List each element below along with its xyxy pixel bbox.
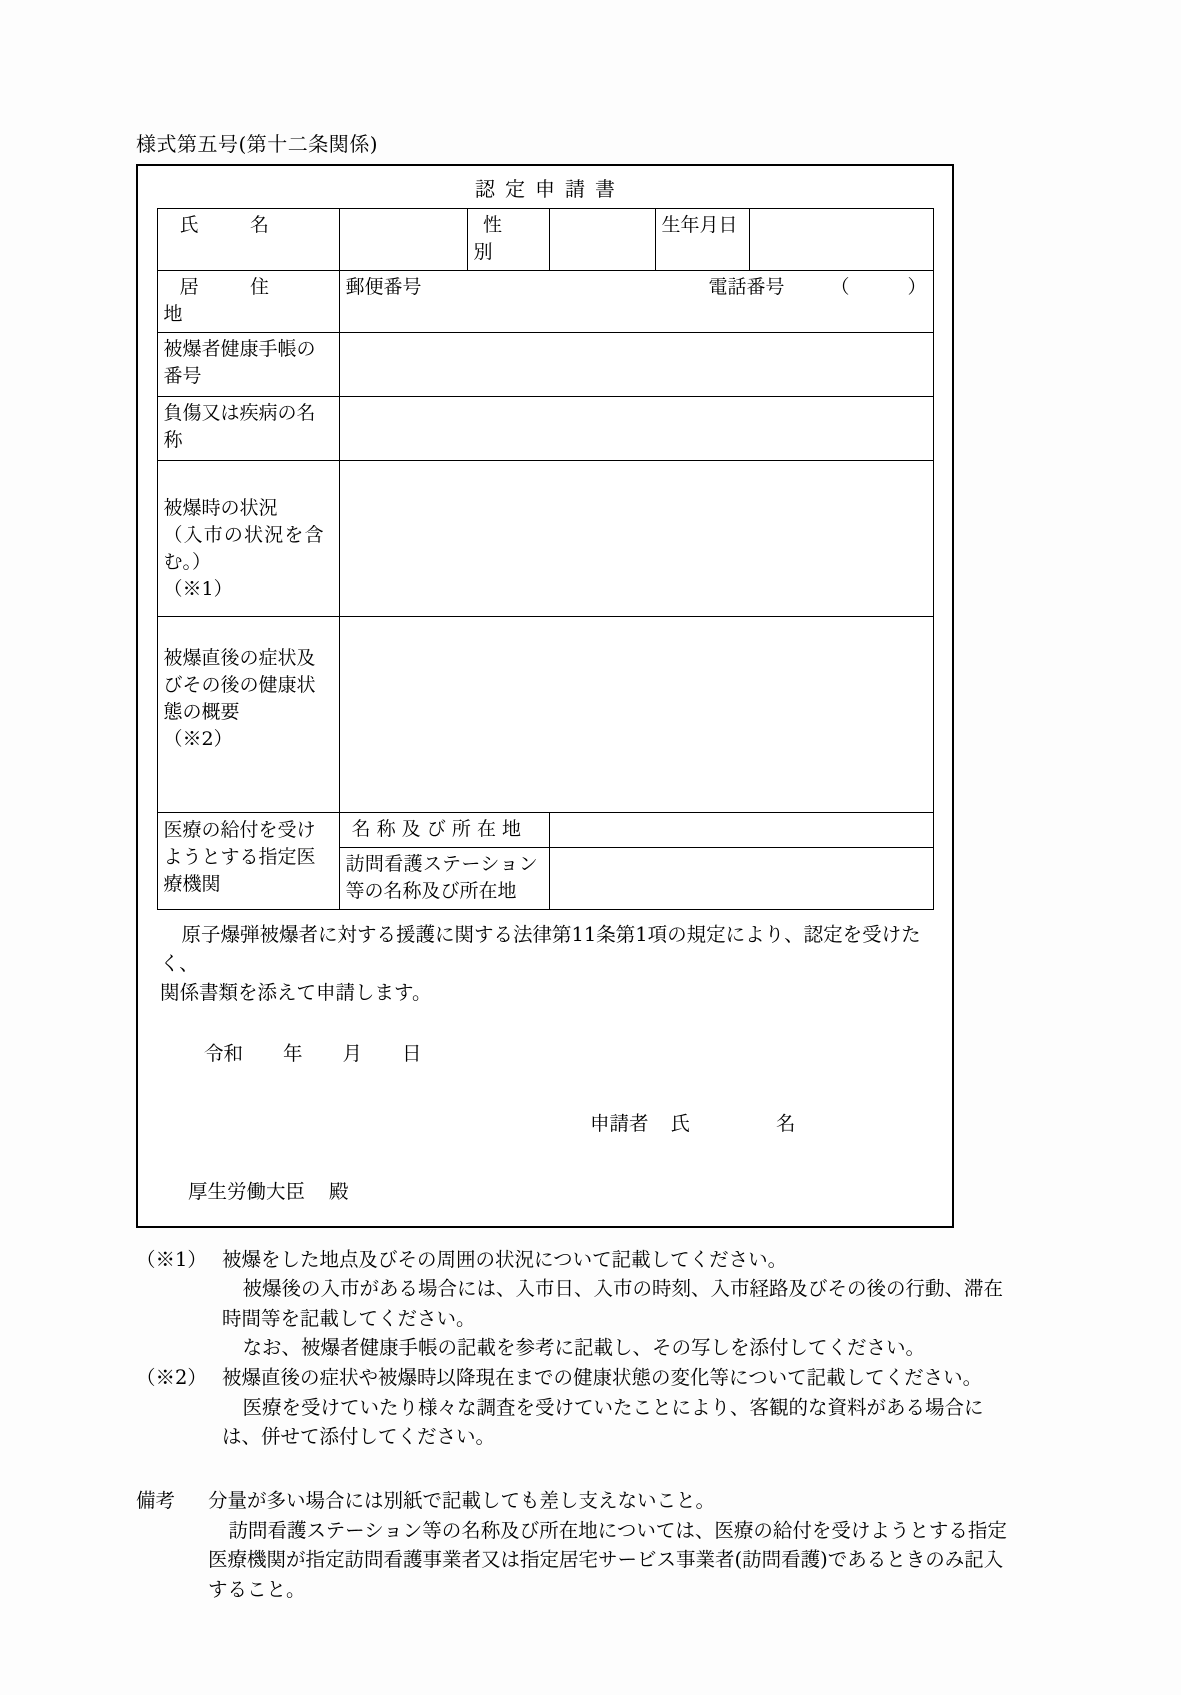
cell-value-visiting-nurse[interactable] bbox=[549, 847, 933, 909]
statement-line-2: 関係書類を添えて申請します。 bbox=[160, 981, 432, 1005]
footnote-1 bbox=[136, 1245, 1016, 1364]
date-line bbox=[138, 1008, 952, 1066]
date-day-label[interactable]: 日 bbox=[402, 1041, 422, 1065]
footnote-2 bbox=[136, 1363, 1016, 1452]
cell-label-symptoms bbox=[157, 616, 339, 812]
table-row-address bbox=[157, 270, 933, 332]
cell-value-handbook[interactable] bbox=[339, 332, 933, 396]
application-table bbox=[157, 208, 934, 910]
cell-value-symptoms[interactable] bbox=[339, 616, 933, 812]
applicant-name-label-2: 名 bbox=[776, 1111, 796, 1135]
label-address-text: 居 住 地 bbox=[163, 275, 321, 325]
label-visiting-nurse-line2: 等の名称及び所在地 bbox=[345, 879, 517, 902]
footnote-1-paragraph-1: 被爆をした地点及びその周囲の状況について記載してください。 bbox=[222, 1247, 788, 1271]
remarks-paragraph-1: 分量が多い場合には別紙で記載しても差し支えないこと。 bbox=[208, 1488, 716, 1512]
table-row-situation bbox=[157, 460, 933, 616]
label-symptoms-line2: びその後の健康状 bbox=[163, 673, 316, 696]
cell-label-institution bbox=[157, 812, 339, 909]
applicant-signature-line bbox=[138, 1066, 952, 1136]
remarks-section bbox=[136, 1486, 1016, 1605]
footnote-1-paragraph-2: 被爆後の入市がある場合には、入市日、入市の時刻、入市経路及びその後の行動、滞在時間等を記載してください。 bbox=[222, 1277, 1003, 1330]
cell-value-address[interactable] bbox=[339, 270, 933, 332]
label-symptoms-line3: 態の概要 bbox=[163, 700, 240, 723]
cell-value-name[interactable] bbox=[339, 209, 467, 271]
cell-label-address bbox=[157, 270, 339, 332]
remarks-tag: 備考 bbox=[136, 1488, 176, 1512]
document-title: 認定申請書 bbox=[475, 177, 625, 201]
label-institution-name-text: 名称及び所在地 bbox=[351, 817, 528, 840]
remarks-paragraph-2: 訪問看護ステーション等の名称及び所在地については、医療の給付を受けようとする指定医療機関が指定訪問看護事業者又は指定居宅サービス事業者(訪問看護)であるときのみ記入すること。 bbox=[208, 1518, 1007, 1601]
footnote-2-body bbox=[222, 1363, 1016, 1452]
statement-block bbox=[138, 910, 952, 1008]
date-month-label[interactable]: 月 bbox=[342, 1041, 363, 1065]
cell-label-situation bbox=[157, 460, 339, 616]
label-symptoms-line4: （※2） bbox=[163, 727, 233, 750]
label-situation-line4: （※1） bbox=[163, 577, 233, 600]
table-row-handbook bbox=[157, 332, 933, 396]
cell-label-institution-name bbox=[339, 812, 549, 847]
cell-label-handbook bbox=[157, 332, 339, 396]
cell-label-name bbox=[157, 209, 339, 271]
label-situation-line3: む。） bbox=[163, 550, 212, 573]
tel-label: 電話番号 bbox=[708, 275, 785, 298]
label-sex-text: 性 別 bbox=[473, 214, 541, 263]
cell-value-disease[interactable] bbox=[339, 396, 933, 460]
label-situation-line2: （入市の状況を含 bbox=[163, 523, 325, 546]
addressee-line bbox=[138, 1136, 952, 1226]
remarks-row bbox=[136, 1486, 1016, 1605]
footnote-2-tag: （※2） bbox=[136, 1366, 207, 1390]
footnote-1-tag: （※1） bbox=[136, 1247, 207, 1271]
tel-paren-close: ） bbox=[907, 275, 927, 298]
form-sheet bbox=[136, 132, 1036, 1604]
footnote-1-body bbox=[222, 1245, 1016, 1364]
cell-value-situation[interactable] bbox=[339, 460, 933, 616]
label-visiting-nurse-line1: 訪問看護ステーション bbox=[345, 852, 539, 875]
label-situation-line1: 被爆時の状況 bbox=[163, 496, 278, 519]
table-row-symptoms bbox=[157, 616, 933, 812]
form-number: 様式第五号(第十二条関係) bbox=[136, 132, 379, 156]
addressee-name: 厚生労働大臣 bbox=[188, 1179, 306, 1203]
form-frame bbox=[136, 164, 954, 1228]
label-name-text: 氏 名 bbox=[179, 214, 286, 236]
cell-label-birth bbox=[655, 209, 749, 271]
statement-line-1: 原子爆弾被爆者に対する援護に関する法律第11条第1項の規定により、認定を受けたく、 bbox=[160, 922, 921, 976]
applicant-name-label-1: 氏 bbox=[670, 1111, 691, 1135]
table-row-institution-name bbox=[157, 812, 933, 847]
footnote-1-paragraph-3: なお、被爆者健康手帳の記載を参考に記載し、その写しを添付してください。 bbox=[242, 1336, 925, 1360]
label-institution-line1: 医療の給付を受け bbox=[163, 818, 316, 841]
label-birth-text: 生年月日 bbox=[661, 214, 738, 236]
table-row-name bbox=[157, 209, 933, 271]
label-institution-line3: 療機関 bbox=[163, 872, 221, 895]
cell-value-birth[interactable] bbox=[749, 209, 933, 271]
footnote-2-paragraph-2: 医療を受けていたり様々な調査を受けていたことにより、客観的な資料がある場合には、併せて添付してください。 bbox=[222, 1395, 984, 1449]
label-disease-text: 負傷又は疾病の名称 bbox=[163, 401, 316, 451]
date-year-label[interactable]: 年 bbox=[283, 1041, 303, 1065]
cell-label-visiting-nurse bbox=[339, 847, 549, 909]
addressee-honorific: 殿 bbox=[329, 1179, 349, 1203]
tel-paren-open: （ bbox=[830, 275, 850, 298]
zip-label: 郵便番号 bbox=[345, 275, 422, 298]
table-row-disease bbox=[157, 396, 933, 460]
applicant-label: 申請者 bbox=[590, 1111, 649, 1135]
label-symptoms-line1: 被爆直後の症状及 bbox=[163, 646, 316, 669]
cell-value-institution-name[interactable] bbox=[549, 812, 933, 847]
address-line bbox=[346, 274, 927, 301]
label-handbook-text: 被爆者健康手帳の番号 bbox=[163, 337, 316, 387]
cell-value-sex[interactable] bbox=[549, 209, 655, 271]
footnote-2-paragraph-1: 被爆直後の症状や被爆時以降現在までの健康状態の変化等について記載してください。 bbox=[222, 1366, 983, 1390]
cell-label-sex bbox=[467, 209, 549, 271]
date-era: 令和 bbox=[204, 1041, 244, 1065]
label-institution-line2: ようとする指定医 bbox=[163, 845, 316, 868]
cell-label-disease bbox=[157, 396, 339, 460]
remarks-body bbox=[208, 1486, 1016, 1605]
footnotes bbox=[136, 1245, 1016, 1452]
